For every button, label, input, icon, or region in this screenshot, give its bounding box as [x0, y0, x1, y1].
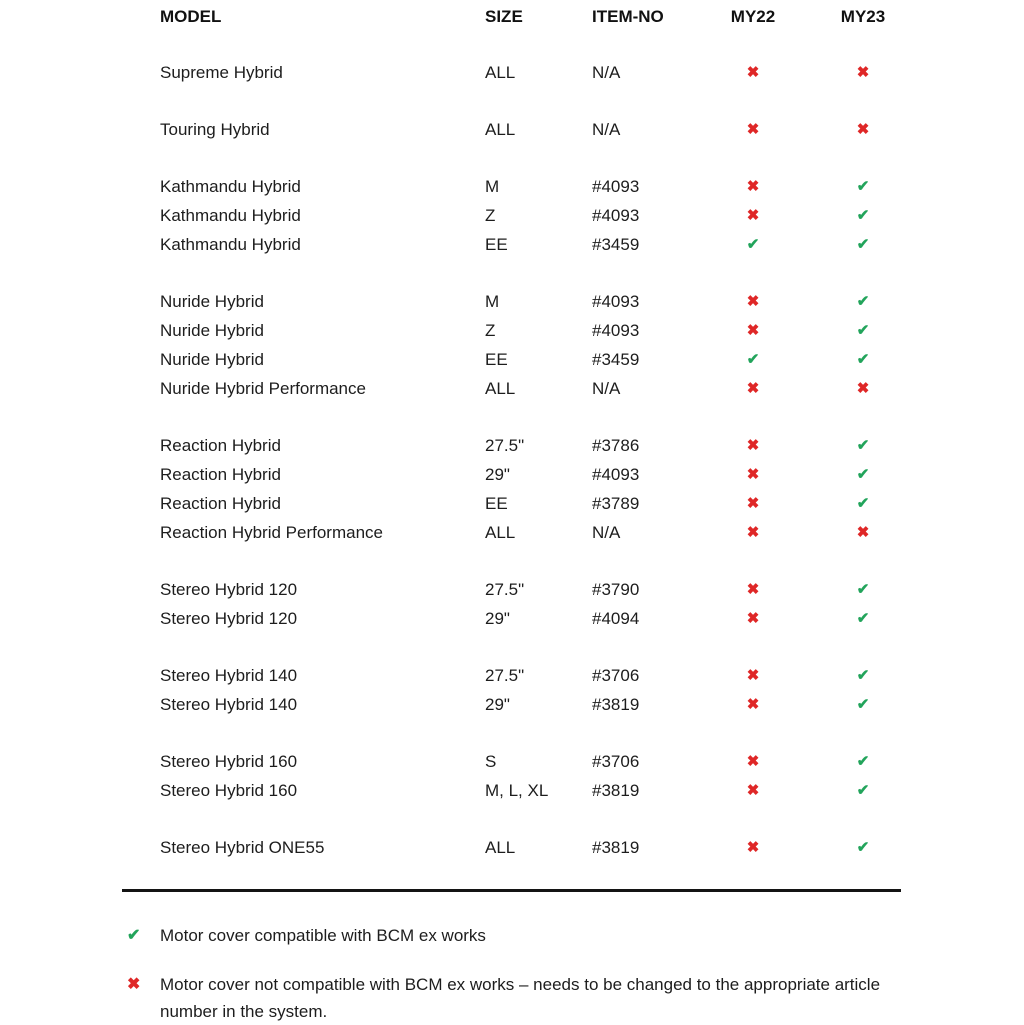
my22-mark-cell: [700, 697, 806, 712]
model-cell: Nuride Hybrid Performance: [160, 378, 366, 398]
item-no-cell: N/A: [592, 522, 621, 542]
cross-icon: ✖: [746, 178, 760, 195]
model-cell: Stereo Hybrid 140: [160, 665, 298, 685]
legend-item: [127, 922, 1024, 949]
size-cell: EE: [485, 349, 508, 369]
my23-mark-cell: [806, 525, 916, 540]
my23-mark-cell: [806, 65, 916, 80]
table-header-row: [0, 0, 1024, 30]
model-cell: Reaction Hybrid: [160, 435, 281, 455]
size-cell: EE: [485, 234, 508, 254]
model-cell: Kathmandu Hybrid: [160, 176, 301, 196]
size-cell: ALL: [485, 837, 516, 857]
item-no-cell: #4093: [592, 291, 640, 311]
item-no-cell: #3459: [592, 234, 640, 254]
cross-icon: ✖: [856, 121, 870, 138]
table-row: [0, 230, 1024, 259]
cross-icon: ✖: [746, 322, 760, 339]
table-row: [0, 489, 1024, 518]
table-row: [0, 690, 1024, 719]
size-cell: 29": [485, 464, 510, 484]
my23-mark-cell: [806, 208, 916, 223]
table-row: [0, 604, 1024, 633]
cross-icon: ✖: [746, 495, 760, 512]
cross-icon: ✖: [746, 581, 760, 598]
model-cell: Stereo Hybrid 120: [160, 579, 298, 599]
check-icon: ✔: [856, 466, 870, 483]
check-icon: ✔: [856, 667, 870, 684]
my22-mark-cell: [700, 65, 806, 80]
model-cell: Nuride Hybrid: [160, 349, 264, 369]
model-cell: Kathmandu Hybrid: [160, 205, 301, 225]
model-cell: Nuride Hybrid: [160, 291, 264, 311]
size-cell: ALL: [485, 522, 516, 542]
item-no-cell: #4093: [592, 320, 640, 340]
cross-icon: ✖: [746, 696, 760, 713]
table-row: [0, 58, 1024, 87]
check-icon: ✔: [856, 178, 870, 195]
model-cell: Stereo Hybrid ONE55: [160, 837, 325, 857]
model-group: [0, 58, 1024, 87]
my22-mark-cell: [700, 783, 806, 798]
model-cell: Supreme Hybrid: [160, 62, 283, 82]
my22-mark-cell: [700, 438, 806, 453]
legend-text: Motor cover compatible with BCM ex works: [160, 926, 486, 945]
model-cell: Nuride Hybrid: [160, 320, 264, 340]
model-group: [0, 172, 1024, 259]
check-icon: ✔: [856, 495, 870, 512]
cross-icon: ✖: [746, 293, 760, 310]
item-no-cell: #3819: [592, 837, 640, 857]
cross-icon: ✖: [746, 466, 760, 483]
legend: [0, 922, 1024, 1025]
model-group: [0, 115, 1024, 144]
legend-mark: [127, 971, 160, 994]
legend-text: Motor cover not compatible with BCM ex works – needs to be changed to the appropriate article number in the system.: [160, 975, 881, 1021]
cross-icon: ✖: [746, 610, 760, 627]
model-group: [0, 287, 1024, 403]
cross-icon: ✖: [746, 753, 760, 770]
check-icon: ✔: [856, 610, 870, 627]
my23-mark-cell: [806, 122, 916, 137]
cross-icon: ✖: [746, 121, 760, 138]
my22-mark-cell: [700, 611, 806, 626]
cross-icon: ✖: [746, 64, 760, 81]
table-row: [0, 201, 1024, 230]
model-cell: Stereo Hybrid 160: [160, 751, 298, 771]
legend-mark: [127, 922, 160, 945]
my22-mark-cell: [700, 208, 806, 223]
size-cell: 27.5": [485, 665, 525, 685]
item-no-cell: #3819: [592, 694, 640, 714]
size-cell: M: [485, 291, 500, 311]
my22-mark-cell: [700, 582, 806, 597]
my23-mark-cell: [806, 783, 916, 798]
my22-mark-cell: [700, 467, 806, 482]
size-cell: Z: [485, 205, 496, 225]
table-row: [0, 460, 1024, 489]
item-no-cell: #3819: [592, 780, 640, 800]
table-row: [0, 374, 1024, 403]
my23-mark-cell: [806, 668, 916, 683]
my22-mark-cell: [700, 840, 806, 855]
check-icon: ✔: [746, 236, 760, 253]
size-cell: S: [485, 751, 497, 771]
my22-mark-cell: [700, 237, 806, 252]
item-no-cell: #3789: [592, 493, 640, 513]
my22-mark-cell: [700, 525, 806, 540]
my23-mark-cell: [806, 294, 916, 309]
model-cell: Reaction Hybrid Performance: [160, 522, 383, 542]
table-row: [0, 518, 1024, 547]
cross-icon: ✖: [746, 207, 760, 224]
my23-mark-cell: [806, 496, 916, 511]
header-size: SIZE: [485, 7, 523, 26]
model-cell: Kathmandu Hybrid: [160, 234, 301, 254]
table-row: [0, 575, 1024, 604]
model-cell: Stereo Hybrid 140: [160, 694, 298, 714]
my23-mark-cell: [806, 582, 916, 597]
table-row: [0, 776, 1024, 805]
table-body: [0, 58, 1024, 862]
size-cell: ALL: [485, 62, 516, 82]
my23-mark-cell: [806, 381, 916, 396]
my23-mark-cell: [806, 840, 916, 855]
size-cell: ALL: [485, 378, 516, 398]
my23-mark-cell: [806, 611, 916, 626]
my22-mark-cell: [700, 122, 806, 137]
check-icon: ✔: [127, 927, 141, 944]
my22-mark-cell: [700, 668, 806, 683]
size-cell: 27.5": [485, 435, 525, 455]
item-no-cell: #3706: [592, 665, 640, 685]
check-icon: ✔: [856, 696, 870, 713]
size-cell: M, L, XL: [485, 780, 549, 800]
my23-mark-cell: [806, 438, 916, 453]
table-row: [0, 287, 1024, 316]
cross-icon: ✖: [746, 839, 760, 856]
model-cell: Reaction Hybrid: [160, 464, 281, 484]
check-icon: ✔: [856, 782, 870, 799]
my23-mark-cell: [806, 237, 916, 252]
header-item-no: ITEM-NO: [592, 7, 664, 26]
my22-mark-cell: [700, 496, 806, 511]
item-no-cell: #3459: [592, 349, 640, 369]
my23-mark-cell: [806, 352, 916, 367]
table-row: [0, 431, 1024, 460]
header-my23: MY23: [840, 7, 886, 26]
check-icon: ✔: [856, 207, 870, 224]
my22-mark-cell: [700, 179, 806, 194]
check-icon: ✔: [746, 351, 760, 368]
table-row: [0, 115, 1024, 144]
my23-mark-cell: [806, 697, 916, 712]
item-no-cell: #3786: [592, 435, 640, 455]
item-no-cell: N/A: [592, 119, 621, 139]
check-icon: ✔: [856, 581, 870, 598]
cross-icon: ✖: [127, 976, 141, 993]
my23-mark-cell: [806, 179, 916, 194]
my23-mark-cell: [806, 323, 916, 338]
my22-mark-cell: [700, 294, 806, 309]
header-model: MODEL: [160, 7, 222, 26]
model-group: [0, 575, 1024, 633]
check-icon: ✔: [856, 236, 870, 253]
size-cell: 27.5": [485, 579, 525, 599]
cross-icon: ✖: [746, 524, 760, 541]
cross-icon: ✖: [746, 437, 760, 454]
check-icon: ✔: [856, 322, 870, 339]
model-group: [0, 431, 1024, 547]
size-cell: 29": [485, 608, 510, 628]
check-icon: ✔: [856, 437, 870, 454]
check-icon: ✔: [856, 351, 870, 368]
my22-mark-cell: [700, 352, 806, 367]
item-no-cell: N/A: [592, 378, 621, 398]
header-my22: MY22: [730, 7, 776, 26]
item-no-cell: #3790: [592, 579, 640, 599]
size-cell: Z: [485, 320, 496, 340]
my22-mark-cell: [700, 381, 806, 396]
table-row: [0, 316, 1024, 345]
my22-mark-cell: [700, 323, 806, 338]
model-cell: Touring Hybrid: [160, 119, 270, 139]
table-row: [0, 345, 1024, 374]
cross-icon: ✖: [746, 782, 760, 799]
cross-icon: ✖: [746, 380, 760, 397]
check-icon: ✔: [856, 839, 870, 856]
table-row: [0, 833, 1024, 862]
model-cell: Reaction Hybrid: [160, 493, 281, 513]
table-row: [0, 172, 1024, 201]
item-no-cell: #4093: [592, 464, 640, 484]
cross-icon: ✖: [856, 524, 870, 541]
my23-mark-cell: [806, 754, 916, 769]
check-icon: ✔: [856, 753, 870, 770]
size-cell: ALL: [485, 119, 516, 139]
item-no-cell: #4093: [592, 176, 640, 196]
model-group: [0, 747, 1024, 805]
item-no-cell: #3706: [592, 751, 640, 771]
model-group: [0, 661, 1024, 719]
my22-mark-cell: [700, 754, 806, 769]
cross-icon: ✖: [746, 667, 760, 684]
table-row: [0, 747, 1024, 776]
item-no-cell: #4094: [592, 608, 640, 628]
model-cell: Stereo Hybrid 160: [160, 780, 298, 800]
check-icon: ✔: [856, 293, 870, 310]
table-bottom-rule: [122, 889, 901, 892]
size-cell: M: [485, 176, 500, 196]
size-cell: 29": [485, 694, 510, 714]
item-no-cell: N/A: [592, 62, 621, 82]
cross-icon: ✖: [856, 64, 870, 81]
cross-icon: ✖: [856, 380, 870, 397]
my23-mark-cell: [806, 467, 916, 482]
legend-item: [127, 971, 1024, 1025]
item-no-cell: #4093: [592, 205, 640, 225]
model-group: [0, 833, 1024, 862]
model-cell: Stereo Hybrid 120: [160, 608, 298, 628]
table-row: [0, 661, 1024, 690]
size-cell: EE: [485, 493, 508, 513]
